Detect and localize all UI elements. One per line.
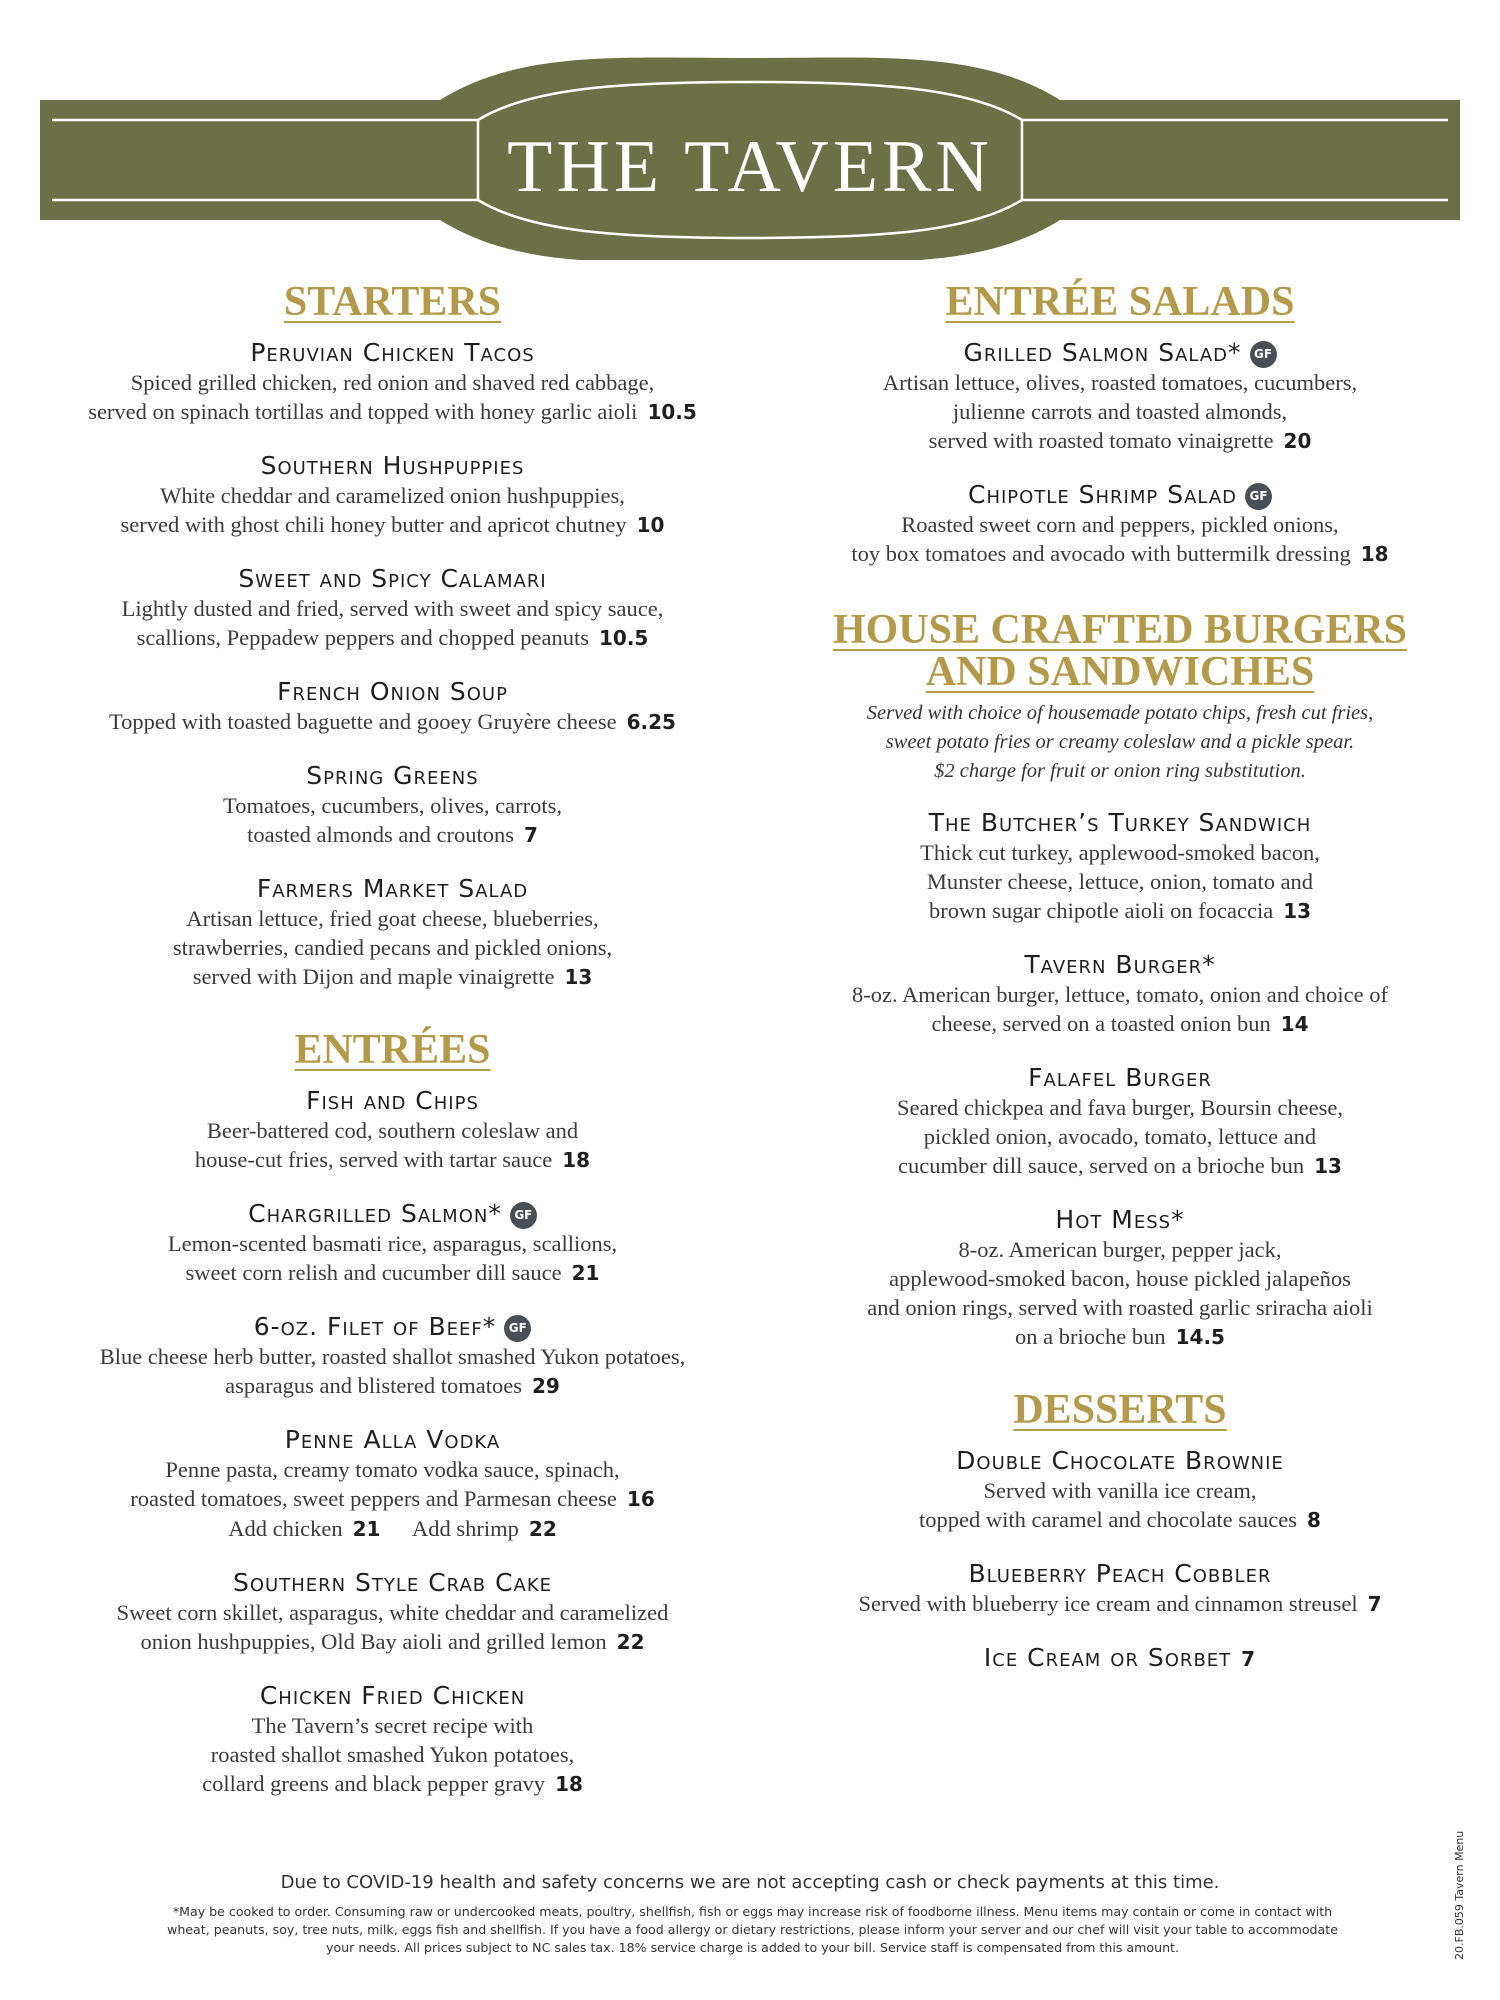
- item-name: Southern Hushpuppies: [260, 451, 525, 480]
- section-heading-salads: ENTRÉE SALADS: [945, 279, 1295, 325]
- item-desc-line: Served with blueberry ice cream and cinnamon streusel 7: [858, 1591, 1382, 1616]
- item-price: 8: [1307, 1508, 1321, 1532]
- menu-item: [60, 451, 725, 540]
- item-name: Chipotle Shrimp Salad GF: [800, 480, 1440, 510]
- item-desc-line: Spiced grilled chicken, red onion and shaved red cabbage,: [130, 370, 655, 395]
- item-name: Spring Greens: [306, 761, 479, 790]
- item-desc-line: julienne carrots and toasted almonds,: [952, 399, 1288, 424]
- item-price: 22: [616, 1630, 645, 1654]
- gluten-free-icon: GF: [504, 1315, 531, 1342]
- item-desc-line: Blue cheese herb butter, roasted shallot smashed Yukon potatoes,: [99, 1344, 686, 1369]
- gluten-free-icon: GF: [510, 1202, 537, 1229]
- item-desc-line: Tomatoes, cucumbers, olives, carrots,: [223, 793, 562, 818]
- item-name: Southern Style Crab Cake: [232, 1568, 553, 1597]
- item-name: Chargrilled Salmon* GF: [60, 1199, 725, 1229]
- menu-item: [800, 1063, 1440, 1181]
- item-desc-line: house-cut fries, served with tartar sauce 18: [194, 1147, 591, 1172]
- item-name: The Butcher’s Turkey Sandwich: [928, 808, 1312, 837]
- addon-shrimp-price: 22: [528, 1517, 557, 1541]
- item-price: 18: [1360, 542, 1389, 566]
- section-heading-burgers-line1: HOUSE CRAFTED BURGERS: [832, 607, 1408, 653]
- burgers-intro: Served with choice of housemade potato chips, fresh cut fries, sweet potato fries or creamy coleslaw and a pickle spear. $2 charge for fruit or onion ring substitution.: [866, 702, 1374, 782]
- menu-item: [800, 1205, 1440, 1352]
- item-name: Fish and Chips: [306, 1086, 479, 1115]
- item-price: 13: [1283, 899, 1312, 923]
- section-heading-burgers-line2: AND SANDWICHES: [925, 649, 1315, 695]
- item-desc-line: Sweet corn skillet, asparagus, white cheddar and caramelized: [116, 1600, 669, 1625]
- menu-item: [60, 761, 725, 850]
- item-desc-line: on a brioche bun 14.5: [1015, 1324, 1225, 1349]
- item-name: Double Chocolate Brownie: [956, 1446, 1284, 1475]
- item-name: Grilled Salmon Salad* GF: [800, 338, 1440, 368]
- item-price: 18: [555, 1772, 583, 1796]
- item-price: 18: [562, 1148, 591, 1172]
- item-price: 16: [626, 1487, 655, 1511]
- item-desc-line: strawberries, candied pecans and pickled onions,: [172, 935, 613, 960]
- item-desc-line: 8-oz. American burger, lettuce, tomato, onion and choice of: [851, 982, 1388, 1007]
- page-title: THE TAVERN: [507, 126, 993, 208]
- menu-item: [60, 677, 725, 737]
- item-price: 20: [1283, 429, 1312, 453]
- item-name: Farmers Market Salad: [256, 874, 529, 903]
- covid-notice: Due to COVID-19 health and safety concerns we are not accepting cash or check payments at this time.: [280, 1872, 1220, 1893]
- item-desc-line: Served with vanilla ice cream,: [983, 1478, 1257, 1503]
- item-desc-line: onion hushpuppies, Old Bay aioli and grilled lemon 22: [140, 1629, 645, 1654]
- item-desc-line: Lemon-scented basmati rice, asparagus, scallions,: [167, 1231, 618, 1256]
- item-price: 13: [564, 965, 593, 989]
- item-name: Chicken Fried Chicken: [259, 1681, 526, 1710]
- gluten-free-icon: GF: [1250, 341, 1277, 368]
- menu-item: [60, 1681, 725, 1799]
- item-price: 29: [531, 1374, 560, 1398]
- item-desc-line: pickled onion, avocado, tomato, lettuce and: [923, 1124, 1317, 1149]
- menu-item: [800, 950, 1440, 1039]
- item-desc-line: served with ghost chili honey butter and apricot chutney 10: [120, 512, 665, 537]
- addon-chicken-price: 21: [352, 1517, 381, 1541]
- document-code: 20.FB.059 Tavern Menu: [1453, 1830, 1466, 1960]
- item-desc-line: and onion rings, served with roasted garlic sriracha aioli: [867, 1295, 1373, 1320]
- item-desc-line: Topped with toasted baguette and gooey Gruyère cheese 6.25: [109, 709, 676, 734]
- section-heading-desserts: DESSERTS: [1013, 1387, 1227, 1433]
- item-desc-line: asparagus and blistered tomatoes 29: [225, 1373, 560, 1398]
- item-name: 6-oz. Filet of Beef* GF: [60, 1312, 725, 1342]
- menu-item: [60, 1199, 725, 1288]
- section-desserts: [800, 1388, 1440, 1674]
- item-price: 14.5: [1175, 1325, 1225, 1349]
- item-price: 7: [523, 823, 538, 847]
- item-desc-line: roasted shallot smashed Yukon potatoes,: [210, 1742, 575, 1767]
- item-name: Penne Alla Vodka: [284, 1425, 501, 1454]
- item-name: Peruvian Chicken Tacos: [250, 338, 535, 367]
- item-desc-line: toy box tomatoes and avocado with buttermilk dressing 18: [851, 541, 1389, 566]
- addon-chicken-label: Add chicken: [228, 1516, 343, 1541]
- item-desc-line: applewood-smoked bacon, house pickled jalapeños: [889, 1266, 1351, 1291]
- item-desc-line: roasted tomatoes, sweet peppers and Parmesan cheese 16: [130, 1486, 655, 1511]
- menu-item: [800, 1643, 1440, 1674]
- item-desc-line: served with Dijon and maple vinaigrette 13: [192, 964, 593, 989]
- section-starters: [60, 280, 725, 992]
- section-entree-salads: [800, 280, 1440, 569]
- item-price: 21: [571, 1261, 600, 1285]
- left-column: [60, 280, 725, 1823]
- item-price: 7: [1241, 1647, 1257, 1671]
- item-name: Sweet and Spicy Calamari: [238, 564, 547, 593]
- menu-item: [800, 1559, 1440, 1619]
- section-heading-entrees: ENTRÉES: [294, 1027, 491, 1073]
- gluten-free-icon: GF: [1245, 483, 1272, 510]
- item-name: Ice Cream or Sorbet 7: [983, 1643, 1257, 1672]
- item-desc-line: The Tavern’s secret recipe with: [251, 1713, 534, 1738]
- menu-item: [800, 338, 1440, 456]
- menu-item: [60, 1312, 725, 1401]
- item-price: 7: [1367, 1592, 1382, 1616]
- item-desc-line: served on spinach tortillas and topped with honey garlic aioli 10.5: [88, 399, 697, 424]
- item-desc-line: Lightly dusted and fried, served with sweet and spicy sauce,: [121, 596, 664, 621]
- item-desc-line: sweet corn relish and cucumber dill sauce 21: [185, 1260, 600, 1285]
- menu-item: [800, 1446, 1440, 1535]
- section-heading-starters: STARTERS: [283, 279, 502, 325]
- item-desc-line: Roasted sweet corn and peppers, pickled onions,: [901, 512, 1339, 537]
- menu-item: [800, 808, 1440, 926]
- section-burgers-sandwiches: [800, 609, 1440, 1352]
- menu-item: [800, 480, 1440, 569]
- item-name: Blueberry Peach Cobbler: [968, 1559, 1272, 1588]
- item-desc-line: served with roasted tomato vinaigrette 20: [928, 428, 1312, 453]
- menu-item: [60, 874, 725, 992]
- item-desc-line: White cheddar and caramelized onion hushpuppies,: [160, 483, 625, 508]
- item-desc-line: cheese, served on a toasted onion bun 14: [931, 1011, 1309, 1036]
- item-price: 10.5: [599, 626, 649, 650]
- item-name: Tavern Burger*: [1024, 950, 1216, 979]
- item-addons: [60, 1514, 725, 1544]
- item-desc-line: Artisan lettuce, olives, roasted tomatoes, cucumbers,: [882, 370, 1358, 395]
- item-price: 10.5: [647, 400, 697, 424]
- item-desc-line: brown sugar chipotle aioli on focaccia 13: [928, 898, 1312, 923]
- item-price: 6.25: [626, 710, 676, 734]
- item-desc-line: cucumber dill sauce, served on a brioche bun 13: [898, 1153, 1342, 1178]
- item-name: French Onion Soup: [277, 677, 508, 706]
- item-name: Hot Mess*: [1055, 1205, 1185, 1234]
- addon-shrimp-label: Add shrimp: [412, 1516, 519, 1541]
- item-desc-line: collard greens and black pepper gravy 18: [202, 1771, 583, 1796]
- item-price: 10: [636, 513, 665, 537]
- item-desc-line: 8-oz. American burger, pepper jack,: [958, 1237, 1282, 1262]
- item-name: Falafel Burger: [1028, 1063, 1212, 1092]
- item-desc-line: Munster cheese, lettuce, onion, tomato and: [926, 869, 1314, 894]
- right-column: [800, 280, 1440, 1698]
- item-desc-line: scallions, Peppadew peppers and chopped peanuts 10.5: [136, 625, 649, 650]
- menu-item: [60, 338, 725, 427]
- item-desc-line: toasted almonds and croutons 7: [247, 822, 538, 847]
- header-banner: [0, 0, 1500, 260]
- item-desc-line: Seared chickpea and fava burger, Boursin cheese,: [897, 1095, 1343, 1120]
- item-price: 13: [1314, 1154, 1342, 1178]
- section-heading-burgers: [800, 609, 1440, 693]
- item-desc-line: Beer-battered cod, southern coleslaw and: [206, 1118, 579, 1143]
- item-desc-line: Thick cut turkey, applewood-smoked bacon,: [920, 840, 1320, 865]
- food-safety-disclaimer: *May be cooked to order. Consuming raw or undercooked meats, poultry, shellfish, fish or eggs may increase risk of foodborne illness. Menu items may contain or come in contact with wheat, peanuts, soy, tree nuts, milk, eggs fish and shellfish. If you have a food allergy or dietary restrictions, please inform your server and our chef will visit your table to accommodate your needs. All prices subject to NC sales tax. 18% service charge is added to your bill. Service staff is compensated from this amount.: [167, 1904, 1338, 1955]
- item-desc-line: Penne pasta, creamy tomato vodka sauce, spinach,: [165, 1457, 620, 1482]
- section-entrees: [60, 1028, 725, 1799]
- menu-item: [60, 1425, 725, 1544]
- item-desc-line: topped with caramel and chocolate sauces 8: [919, 1507, 1321, 1532]
- menu-item: [60, 564, 725, 653]
- menu-item: [60, 1568, 725, 1657]
- menu-item: [60, 1086, 725, 1175]
- item-desc-line: Artisan lettuce, fried goat cheese, blueberries,: [186, 906, 599, 931]
- item-price: 14: [1280, 1012, 1309, 1036]
